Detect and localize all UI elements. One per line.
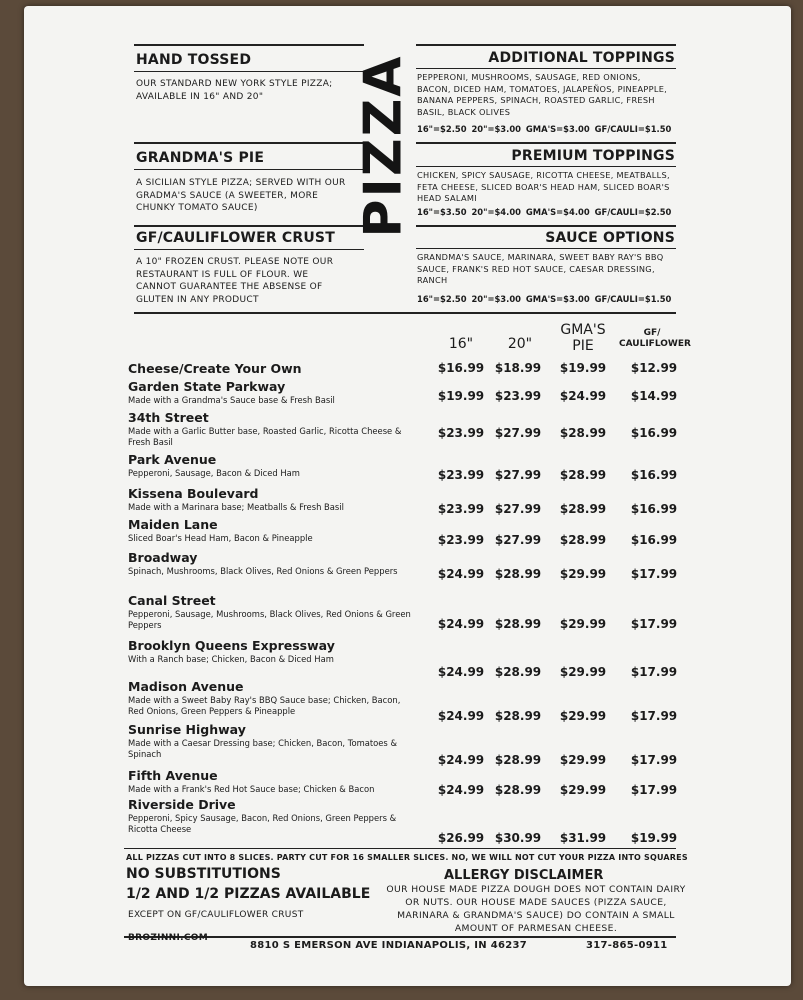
menu-item-price: $28.99	[494, 617, 542, 631]
hand-tossed-title: HAND TOSSED	[136, 52, 252, 68]
menu-item-price: $28.99	[559, 502, 607, 516]
menu-item-price: $23.99	[437, 426, 485, 440]
gf-crust-title: GF/CAULIFLOWER CRUST	[136, 230, 335, 246]
menu-item-name: Sunrise Highway	[128, 722, 246, 737]
menu-item-desc: Made with a Marinara base; Meatballs & Fresh Basil	[128, 502, 344, 512]
menu-item	[128, 797, 418, 835]
menu-item-desc: Made with a Grandma's Sauce base & Fresh Basil	[128, 395, 335, 405]
menu-item	[128, 517, 418, 544]
menu-item-price: $28.99	[559, 468, 607, 482]
menu-item-price: $28.99	[559, 426, 607, 440]
menu-item-price: $29.99	[559, 617, 607, 631]
menu-item-price: $27.99	[494, 468, 542, 482]
menu-item-price: $16.99	[630, 426, 678, 440]
additional-toppings-prices: 16"=$2.50 20"=$3.00 GMA'S=$3.00 GF/CAULI=$1.50	[417, 124, 672, 134]
except-note: EXCEPT ON GF/CAULIFLOWER CRUST	[128, 910, 304, 920]
menu-item-desc: Sliced Boar's Head Ham, Bacon & Pineapple	[128, 533, 313, 543]
menu-item-price: $29.99	[559, 753, 607, 767]
menu-item-price: $17.99	[630, 753, 678, 767]
divider	[134, 225, 364, 227]
menu-item	[128, 638, 418, 665]
menu-item-name: Riverside Drive	[128, 797, 236, 812]
address: 8810 S EMERSON AVE INDIANAPOLIS, IN 46237	[250, 940, 528, 951]
menu-item-price: $17.99	[630, 617, 678, 631]
column-20in: 20"	[507, 336, 533, 352]
menu-item-name: Cheese/Create Your Own	[128, 361, 302, 376]
grandmas-pie-desc: A SICILIAN STYLE PIZZA; SERVED WITH OUR GRADMA'S SAUCE (A SWEETER, MORE CHUNKY TOMATO SAUCE)	[136, 178, 346, 213]
additional-toppings-desc: PEPPERONI, MUSHROOMS, SAUSAGE, RED ONIONS, BACON, DICED HAM, TOMATOES, JALAPEÑOS, PINEAPPLE, BANANA PEPPERS, SPINACH, ROASTED GARLIC, FRESH BASIL, BLACK OLIVES	[417, 72, 668, 117]
menu-item-desc: Pepperoni, Spicy Sausage, Bacon, Red Onions, Green Peppers & Ricotta Cheese	[128, 813, 397, 834]
menu-item-price: $24.99	[559, 389, 607, 403]
divider	[134, 312, 676, 314]
menu-item-price: $24.99	[437, 753, 485, 767]
menu-item-price: $19.99	[630, 831, 678, 845]
column-16in: 16"	[448, 336, 474, 352]
grandmas-pie-title: GRANDMA'S PIE	[136, 150, 265, 166]
slices-note: ALL PIZZAS CUT INTO 8 SLICES. PARTY CUT FOR 16 SMALLER SLICES. NO, WE WILL NOT CUT YOUR PIZZA INTO SQUARES	[126, 853, 688, 862]
menu-item-price: $23.99	[494, 389, 542, 403]
menu-item-price: $24.99	[437, 665, 485, 679]
divider	[134, 71, 364, 72]
column-gmas-pie: GMA'S PIE	[560, 322, 606, 354]
premium-toppings-desc: CHICKEN, SPICY SAUSAGE, RICOTTA CHEESE, MEATBALLS, FETA CHEESE, SLICED BOAR'S HEAD HAM, SLICED BOAR'S HEAD SALAMI	[417, 170, 670, 203]
divider	[416, 166, 676, 167]
menu-item-price: $24.99	[437, 567, 485, 581]
menu-item-name: Garden State Parkway	[128, 379, 286, 394]
menu-item-price: $16.99	[630, 533, 678, 547]
menu-item-price: $23.99	[437, 468, 485, 482]
menu-item	[128, 722, 418, 760]
allergy-text: OUR HOUSE MADE PIZZA DOUGH DOES NOT CONTAIN DAIRY OR NUTS. OUR HOUSE MADE SAUCES (PIZZA SAUCE, MARINARA & GRANDMA'S SAUCE) DO CONTAIN A SMALL AMOUNT OF PARMESAN CHEESE.	[386, 884, 686, 934]
menu-item-price: $28.99	[494, 709, 542, 723]
divider	[416, 44, 676, 46]
menu-item-price: $17.99	[630, 709, 678, 723]
menu-item	[128, 768, 418, 795]
menu-item-price: $24.99	[437, 617, 485, 631]
menu-item-desc: With a Ranch base; Chicken, Bacon & Diced Ham	[128, 654, 334, 664]
menu-item-price: $17.99	[630, 567, 678, 581]
menu-item-price: $17.99	[630, 783, 678, 797]
menu-item-desc: Made with a Caesar Dressing base; Chicken, Bacon, Tomatoes & Spinach	[128, 738, 397, 759]
menu-item-price: $24.99	[437, 709, 485, 723]
menu-item-price: $27.99	[494, 426, 542, 440]
menu-item-price: $28.99	[494, 783, 542, 797]
menu-item	[128, 379, 418, 406]
menu-item-price: $28.99	[494, 665, 542, 679]
divider	[134, 44, 364, 46]
menu-item-price: $29.99	[559, 665, 607, 679]
menu-item-price: $29.99	[559, 783, 607, 797]
menu-item-price: $12.99	[630, 361, 678, 375]
menu-item-price: $27.99	[494, 502, 542, 516]
menu-item-price: $23.99	[437, 502, 485, 516]
menu-item-name: Maiden Lane	[128, 517, 218, 532]
menu-item-name: 34th Street	[128, 410, 209, 425]
column-gf-cauliflower: GF/ CAULIFLOWER	[619, 328, 691, 349]
divider	[416, 248, 676, 249]
divider	[134, 169, 364, 170]
menu-item	[128, 452, 418, 479]
allergy-title: ALLERGY DISCLAIMER	[444, 868, 604, 883]
menu-item-price: $19.99	[437, 389, 485, 403]
gf-crust-desc: A 10" FROZEN CRUST. PLEASE NOTE OUR RESTAURANT IS FULL OF FLOUR. WE CANNOT GUARANTEE THE ABSENSE OF GLUTEN IN ANY PRODUCT	[136, 257, 334, 305]
divider	[134, 142, 364, 144]
menu-item-price: $28.99	[494, 753, 542, 767]
menu-item-price: $28.99	[559, 533, 607, 547]
divider	[124, 848, 676, 849]
menu-item-name: Park Avenue	[128, 452, 217, 467]
website: BROZINNI.COM	[128, 933, 208, 943]
menu-item-name: Broadway	[128, 550, 198, 565]
menu-item-price: $29.99	[559, 709, 607, 723]
menu-item-name: Madison Avenue	[128, 679, 244, 694]
divider	[416, 142, 676, 144]
premium-toppings-prices: 16"=$3.50 20"=$4.00 GMA'S=$4.00 GF/CAULI=$2.50	[417, 207, 672, 217]
menu-item-desc: Made with a Frank's Red Hot Sauce base; Chicken & Bacon	[128, 784, 375, 794]
menu-item-price: $16.99	[437, 361, 485, 375]
menu-item-price: $27.99	[494, 533, 542, 547]
sauce-options-desc: GRANDMA'S SAUCE, MARINARA, SWEET BABY RAY'S BBQ SAUCE, FRANK'S RED HOT SAUCE, CAESAR DRESSING, RANCH	[417, 252, 664, 285]
sauce-options-title: SAUCE OPTIONS	[545, 230, 675, 246]
menu-item	[128, 361, 418, 377]
menu-item-price: $16.99	[630, 468, 678, 482]
menu-item-price: $19.99	[559, 361, 607, 375]
menu-item-price: $29.99	[559, 567, 607, 581]
menu-item-desc: Pepperoni, Sausage, Bacon & Diced Ham	[128, 468, 300, 478]
divider	[416, 225, 676, 227]
menu-item-price: $23.99	[437, 533, 485, 547]
menu-item-desc: Pepperoni, Sausage, Mushrooms, Black Olives, Red Onions & Green Peppers	[128, 609, 411, 630]
menu-item	[128, 486, 418, 513]
menu-item-name: Fifth Avenue	[128, 768, 218, 783]
menu-item	[128, 679, 418, 717]
menu-item-price: $16.99	[630, 502, 678, 516]
menu-item	[128, 410, 418, 448]
menu-item-price: $26.99	[437, 831, 485, 845]
menu-item-price: $28.99	[494, 567, 542, 581]
menu-item-price: $30.99	[494, 831, 542, 845]
pizza-title-text: PIZZA	[354, 54, 414, 238]
phone: 317-865-0911	[586, 940, 668, 951]
menu-item-desc: Made with a Garlic Butter base, Roasted Garlic, Ricotta Cheese & Fresh Basil	[128, 426, 402, 447]
hand-tossed-desc: OUR STANDARD NEW YORK STYLE PIZZA; AVAILABLE IN 16" AND 20"	[136, 79, 333, 102]
half-and-half: 1/2 AND 1/2 PIZZAS AVAILABLE	[126, 886, 371, 902]
divider	[134, 249, 364, 250]
additional-toppings-title: ADDITIONAL TOPPINGS	[488, 50, 675, 66]
menu-item	[128, 550, 418, 577]
menu-item-name: Canal Street	[128, 593, 216, 608]
premium-toppings-title: PREMIUM TOPPINGS	[511, 148, 675, 164]
sauce-options-prices: 16"=$2.50 20"=$3.00 GMA'S=$3.00 GF/CAULI=$1.50	[417, 294, 672, 304]
menu-item-price: $24.99	[437, 783, 485, 797]
menu-item-price: $18.99	[494, 361, 542, 375]
menu-item	[128, 593, 418, 631]
no-substitutions: NO SUBSTITUTIONS	[126, 866, 281, 882]
menu-item-name: Kissena Boulevard	[128, 486, 259, 501]
menu-page	[24, 6, 791, 986]
menu-item-name: Brooklyn Queens Expressway	[128, 638, 335, 653]
menu-item-price: $17.99	[630, 665, 678, 679]
menu-item-price: $14.99	[630, 389, 678, 403]
pizza-vertical-title	[354, 54, 414, 238]
menu-item-desc: Made with a Sweet Baby Ray's BBQ Sauce base; Chicken, Bacon, Red Onions, Green Peppers & Pineapple	[128, 695, 401, 716]
menu-item-desc: Spinach, Mushrooms, Black Olives, Red Onions & Green Peppers	[128, 566, 398, 576]
menu-item-price: $31.99	[559, 831, 607, 845]
divider	[416, 68, 676, 69]
